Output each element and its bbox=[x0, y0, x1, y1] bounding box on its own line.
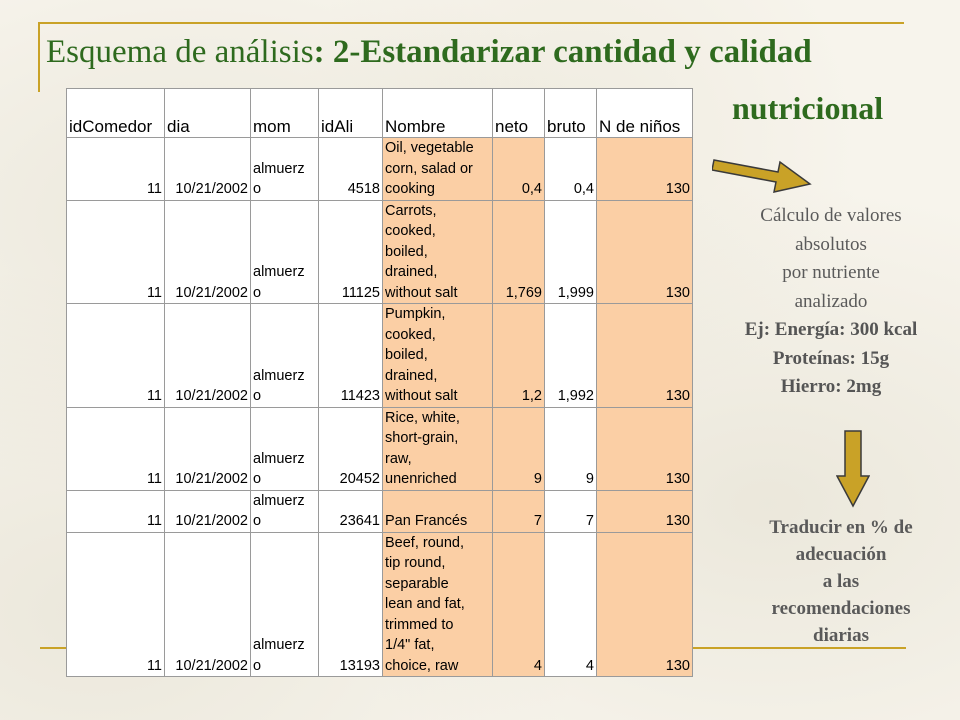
note-line: analizado bbox=[794, 290, 868, 312]
header-cell: N de niños bbox=[597, 89, 693, 138]
note-line: recomendaciones bbox=[771, 598, 911, 619]
cell-ninos: 130 bbox=[597, 532, 693, 677]
table-row bbox=[67, 490, 693, 532]
header-cell: bruto bbox=[545, 89, 597, 138]
cell-bruto: 4 bbox=[545, 532, 597, 677]
cell-idali: 23641 bbox=[319, 490, 383, 532]
translation-note bbox=[716, 514, 960, 649]
note-line: adecuación bbox=[795, 544, 887, 565]
food-table bbox=[66, 88, 693, 677]
note-line: diarias bbox=[813, 625, 869, 646]
left-rule bbox=[38, 22, 40, 92]
cell-mom: almuerz o bbox=[251, 532, 319, 677]
note-example: Ej: Energía: 300 kcal bbox=[744, 319, 918, 340]
cell-ninos: 130 bbox=[597, 407, 693, 490]
cell-mom: almuerz o bbox=[251, 138, 319, 201]
arrow-right-icon bbox=[712, 150, 812, 196]
cell-idali: 13193 bbox=[319, 532, 383, 677]
cell-nombre: Pan Francés bbox=[383, 490, 493, 532]
cell-idcomedor: 11 bbox=[67, 490, 165, 532]
cell-ninos: 130 bbox=[597, 138, 693, 201]
note-line: Traducir en % de bbox=[769, 517, 913, 538]
cell-idali: 20452 bbox=[319, 407, 383, 490]
slide-title-continued: nutricional bbox=[732, 90, 884, 126]
cell-nombre: Oil, vegetable corn, salad or cooking bbox=[383, 138, 493, 201]
cell-ninos: 130 bbox=[597, 490, 693, 532]
cell-neto: 0,4 bbox=[493, 138, 545, 201]
header-cell: idComedor bbox=[67, 89, 165, 138]
cell-bruto: 9 bbox=[545, 407, 597, 490]
table-row bbox=[67, 138, 693, 201]
cell-nombre: Carrots, cooked, boiled, drained, without salt bbox=[383, 200, 493, 304]
cell-ninos: 130 bbox=[597, 304, 693, 408]
cell-mom: almuerz o bbox=[251, 200, 319, 304]
header-cell: Nombre bbox=[383, 89, 493, 138]
top-rule bbox=[38, 22, 904, 24]
cell-idcomedor: 11 bbox=[67, 138, 165, 201]
cell-idali: 11423 bbox=[319, 304, 383, 408]
cell-neto: 9 bbox=[493, 407, 545, 490]
cell-mom: almuerz o bbox=[251, 304, 319, 408]
table-row bbox=[67, 304, 693, 408]
cell-ninos: 130 bbox=[597, 200, 693, 304]
cell-bruto: 0,4 bbox=[545, 138, 597, 201]
cell-neto: 4 bbox=[493, 532, 545, 677]
cell-bruto: 1,992 bbox=[545, 304, 597, 408]
title-part2: : 2-Estandarizar cantidad y calidad bbox=[313, 34, 812, 70]
cell-dia: 10/21/2002 bbox=[165, 200, 251, 304]
note-line: a las bbox=[822, 571, 860, 592]
cell-nombre: Pumpkin, cooked, boiled, drained, without salt bbox=[383, 304, 493, 408]
title-part1: Esquema de análisis bbox=[46, 34, 314, 70]
cell-dia: 10/21/2002 bbox=[165, 407, 251, 490]
cell-neto: 1,2 bbox=[493, 304, 545, 408]
note-line: absolutos bbox=[795, 233, 867, 255]
cell-mom: almuerz o bbox=[251, 407, 319, 490]
cell-dia: 10/21/2002 bbox=[165, 138, 251, 201]
cell-dia: 10/21/2002 bbox=[165, 304, 251, 408]
header-cell: dia bbox=[165, 89, 251, 138]
cell-bruto: 7 bbox=[545, 490, 597, 532]
table-header-row bbox=[67, 89, 693, 138]
cell-idali: 4518 bbox=[319, 138, 383, 201]
note-example: Proteínas: 15g bbox=[772, 347, 890, 369]
cell-idcomedor: 11 bbox=[67, 304, 165, 408]
cell-dia: 10/21/2002 bbox=[165, 532, 251, 677]
cell-dia: 10/21/2002 bbox=[165, 490, 251, 532]
cell-mom: almuerz o bbox=[251, 490, 319, 532]
cell-idali: 11125 bbox=[319, 200, 383, 304]
slide-title bbox=[46, 34, 812, 71]
table-row bbox=[67, 407, 693, 490]
cell-idcomedor: 11 bbox=[67, 407, 165, 490]
cell-idcomedor: 11 bbox=[67, 532, 165, 677]
note-example: Hierro: 2mg bbox=[780, 376, 882, 397]
cell-nombre: Rice, white, short-grain, raw, unenriched bbox=[383, 407, 493, 490]
cell-neto: 1,769 bbox=[493, 200, 545, 304]
cell-nombre: Beef, round, tip round, separable lean and fat, trimmed to 1/4" fat, choice, raw bbox=[383, 532, 493, 677]
table-row bbox=[67, 532, 693, 677]
arrow-down-icon bbox=[836, 430, 870, 508]
table-row bbox=[67, 200, 693, 304]
cell-neto: 7 bbox=[493, 490, 545, 532]
note-line: Cálculo de valores bbox=[760, 205, 902, 226]
header-cell: neto bbox=[493, 89, 545, 138]
note-line: por nutriente bbox=[782, 262, 880, 283]
header-cell: mom bbox=[251, 89, 319, 138]
calculation-note bbox=[706, 202, 956, 402]
cell-idcomedor: 11 bbox=[67, 200, 165, 304]
cell-bruto: 1,999 bbox=[545, 200, 597, 304]
header-cell: idAli bbox=[319, 89, 383, 138]
